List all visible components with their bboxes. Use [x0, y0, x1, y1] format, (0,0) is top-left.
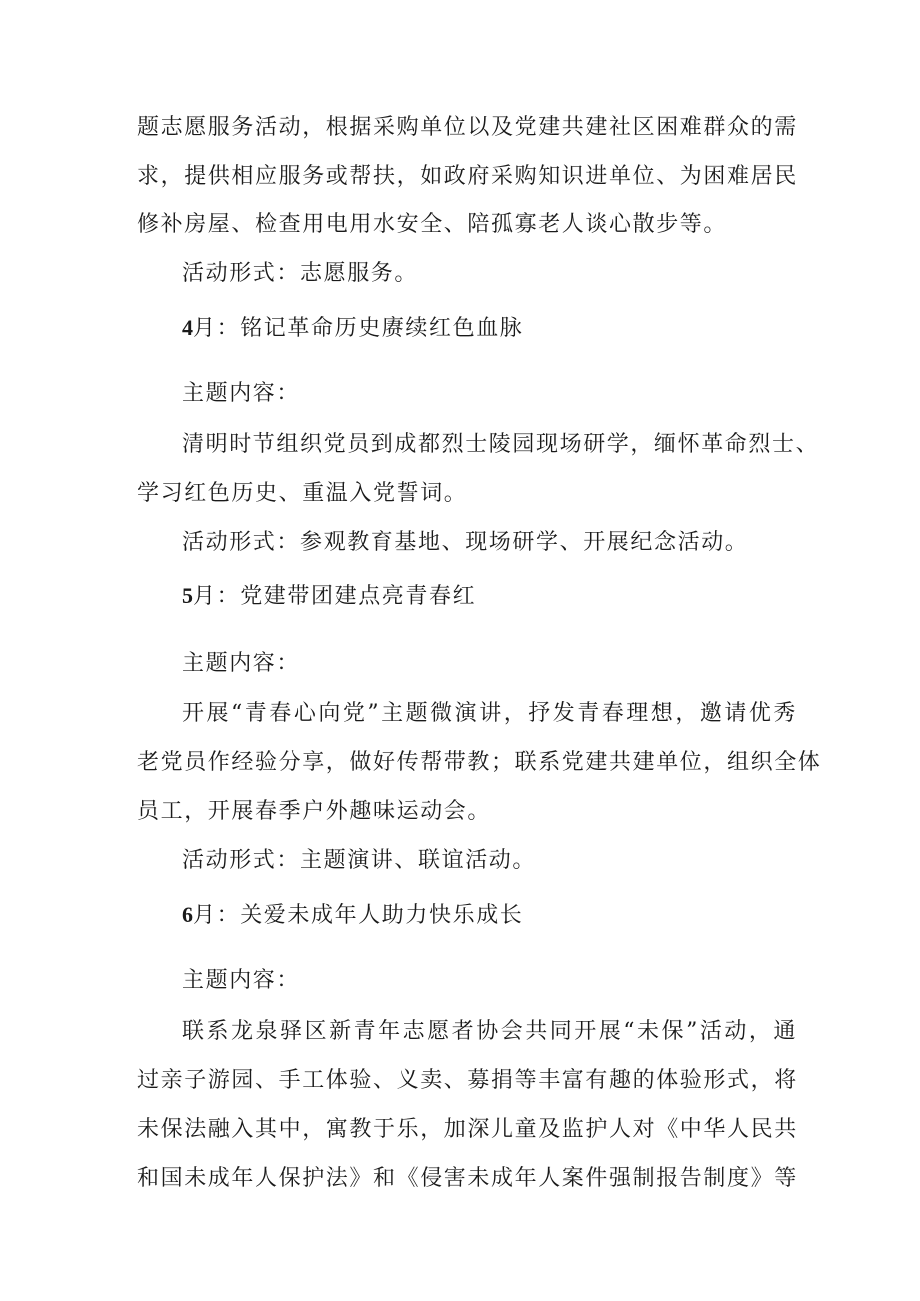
content-label: 主题内容：	[182, 381, 301, 406]
month-heading-may	[182, 581, 797, 611]
paragraph-line: 未保法融入其中，寓教于乐，加深儿童及监护人对《中华人民共	[137, 1117, 798, 1142]
month-number: 4	[182, 315, 193, 340]
activity-form-line: 活动形式：主题演讲、联谊活动。	[182, 848, 537, 873]
activity-form-line: 活动形式：志愿服务。	[182, 261, 419, 286]
month-title: 月：党建带团建点亮青春红	[193, 584, 477, 609]
month-title: 月：关爱未成年人助力快乐成长	[193, 903, 524, 928]
paragraph-line: 求，提供相应服务或帮扶，如政府采购知识进单位、为困难居民	[137, 164, 798, 189]
month-number: 6	[182, 902, 193, 927]
month-title: 月：铭记革命历史赓续红色血脉	[193, 316, 524, 341]
paragraph-line: 开展“青春心向党”主题微演讲，抒发青春理想，邀请优秀	[182, 701, 797, 726]
content-label: 主题内容：	[182, 651, 301, 676]
month-number: 5	[182, 583, 193, 608]
paragraph-line: 清明时节组织党员到成都烈士陵园现场研学，缅怀革命烈士、	[182, 432, 820, 457]
paragraph-line: 老党员作经验分享，做好传帮带教；联系党建共建单位，组织全体	[137, 750, 822, 775]
month-heading-april	[182, 313, 797, 343]
paragraph-line: 题志愿服务活动，根据采购单位以及党建共建社区困难群众的需	[137, 115, 798, 140]
paragraph-line: 员工，开展春季户外趣味运动会。	[137, 799, 492, 824]
activity-form-line: 活动形式：参观教育基地、现场研学、开展纪念活动。	[182, 530, 749, 555]
paragraph-line: 学习红色历史、重温入党誓词。	[137, 481, 468, 506]
paragraph-line: 联系龙泉驿区新青年志愿者协会共同开展“未保”活动，通	[182, 1019, 797, 1044]
paragraph-line: 和国未成年人保护法》和《侵害未成年人案件强制报告制度》等	[137, 1166, 798, 1191]
content-label: 主题内容：	[182, 968, 301, 993]
paragraph-line: 修补房屋、检查用电用水安全、陪孤寡老人谈心散步等。	[137, 212, 728, 237]
paragraph-line: 过亲子游园、手工体验、义卖、募捐等丰富有趣的体验形式，将	[137, 1068, 798, 1093]
month-heading-june	[182, 900, 797, 930]
